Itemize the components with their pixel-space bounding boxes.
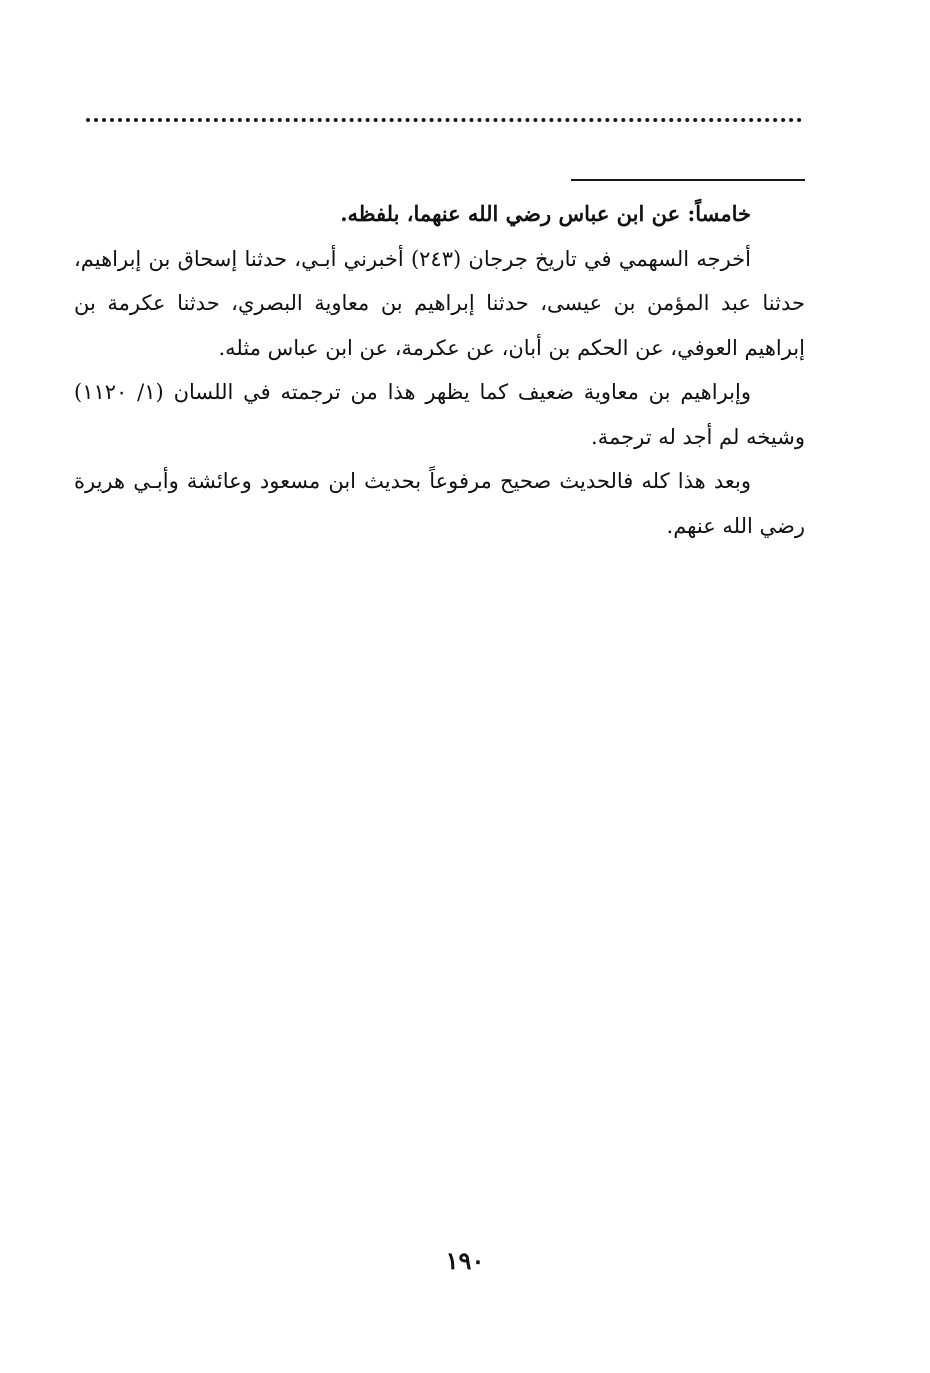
section-heading: خامساً: عن ابن عباس رضي الله عنهما، بلفظه. <box>340 201 751 226</box>
page-body <box>74 192 805 548</box>
paragraph-conclusion: وبعد هذا كله فالحديث صحيح مرفوعاً بحديث ابن مسعود وعائشة وأبـي هريرة رضي الله عنهم. <box>74 469 805 538</box>
footnote-rule <box>571 179 805 181</box>
dotted-separator <box>86 118 802 130</box>
paragraph-narrator-note: وإبراهيم بن معاوية ضعيف كما يظهر هذا من ترجمته في اللسان (١/ ١١٢٠) وشيخه لم أجد له ترجمة. <box>74 380 805 449</box>
paragraph-takhrij: أخرجه السهمي في تاريخ جرجان (٢٤٣) أخبرني أبـي، حدثنا إسحاق بن إبراهيم، حدثنا عبد المؤمن بن عيسى، حدثنا إبراهيم بن معاوية البصري، حدثنا عكرمة بن إبراهيم العوفي، عن الحكم بن أبان، عن عكرمة، عن ابن عباس مثله. <box>74 246 805 360</box>
page-number: ١٩٠ <box>445 1246 485 1275</box>
